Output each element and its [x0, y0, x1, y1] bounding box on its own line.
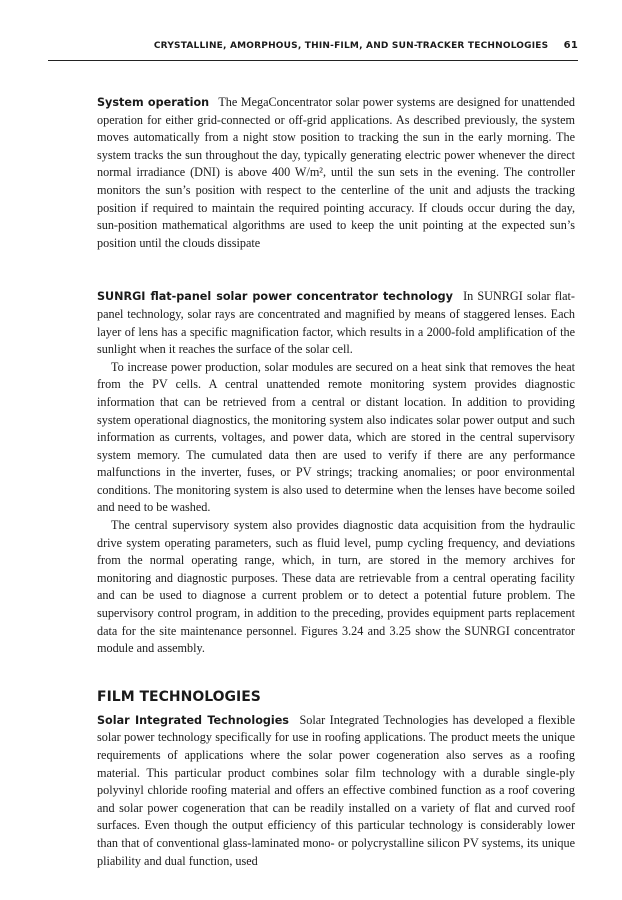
paragraph	[97, 94, 575, 252]
running-header	[48, 40, 578, 61]
runin-heading: SUNRGI flat-panel solar power concentrator technology	[97, 290, 453, 304]
paragraph: The central supervisory system also provides diagnostic data acquisition from the hydraulic drive system operating parameters, such as fluid level, pump cycling frequency, and deviations from the normal operating range, which, in turn, are stored in the memory archives for monitoring and diagnostic purposes. These data are retrievable from a central operating facility and can be used to diagnose a current problem or to detect a potential future problem. The supervisory control program, in addition to the preceding, provides equipment parts replacement data for the site maintenance personnel. Figures 3.24 and 3.25 show the SUNRGI concentrator module and assembly.	[97, 518, 575, 656]
section-heading: FILM TECHNOLOGIES	[97, 688, 261, 705]
paragraph-text: In SUNRGI solar flat-panel technology, solar rays are concentrated and magnified by means of staggered lenses. Each layer of lens has a specific magnification factor, which results in a 2000-fold amplification of the sunlight when it reaches the surface of the solar cell.	[97, 289, 575, 357]
running-header-title: CRYSTALLINE, AMORPHOUS, THIN-FILM, AND SUN-TRACKER TECHNOLOGIES	[153, 41, 549, 51]
paragraph-text: Solar Integrated Technologies has developed a flexible solar power technology specifically for use in roofing applications. The product meets the unique requirements of applications where the solar power cogeneration also serves as a roofing material. This particular product combines solar film technology with a durable single-ply polyvinyl chloride roofing material and offers an effective combined function as a roof covering and solar power cogeneration that can be readily installed on a variety of flat and curved roof surfaces. Even though the output efficiency of this particular technology is considerably lower than that of conventional glass-laminated mono- or polycrystalline silicon PV systems, its unique pliability and dual function, used	[97, 712, 576, 868]
runin-heading: Solar Integrated Technologies	[97, 713, 289, 727]
paragraph	[97, 712, 575, 870]
paragraph: To increase power production, solar modules are secured on a heat sink that removes the heat from the PV cells. A central unattended remote monitoring system provides diagnostic information that can be retrieved from a central or distant location. In addition to providing system operational diagnostics, the monitoring system also indicates solar power output and such information as currents, voltages, and power data, which are stored in the central supervisory system memory. The cumulated data then are used to verify if there are any performance malfunctions in the inverter, fuses, or PV strings; tracking anomalies; or poor environmental conditions. The monitoring system is also used to determine when the lenses have become soiled and need to be washed.	[97, 359, 575, 515]
body-text	[97, 94, 575, 870]
section-solar-integrated	[97, 712, 575, 870]
runin-heading: System operation	[97, 96, 210, 109]
section-sunrgi	[97, 288, 575, 657]
paragraph-text: The MegaConcentrator solar power systems are designed for unattended operation for either grid-connected or off-grid applications. As described previously, the system moves automatically from a night stow position to tracking the sun in the early morning. The system tracks the sun throughout the day, typically generating electric power whenever the direct normal irradiance (DNI) is above 400 W/m², until the sun sets in the evening. The controller monitors the sun’s position with respect to the centerline of the unit and adjusts the tracking position if required to maintain the required pointing accuracy. If clouds occur during the day, sun-position mathematical algorithms are used to keep the unit pointing at the expected sun’s position until the clouds dissipate	[97, 95, 576, 250]
section-system-operation	[97, 94, 575, 252]
page-number: 61	[563, 40, 578, 51]
section-spacer	[97, 252, 575, 288]
paragraph	[97, 288, 575, 358]
